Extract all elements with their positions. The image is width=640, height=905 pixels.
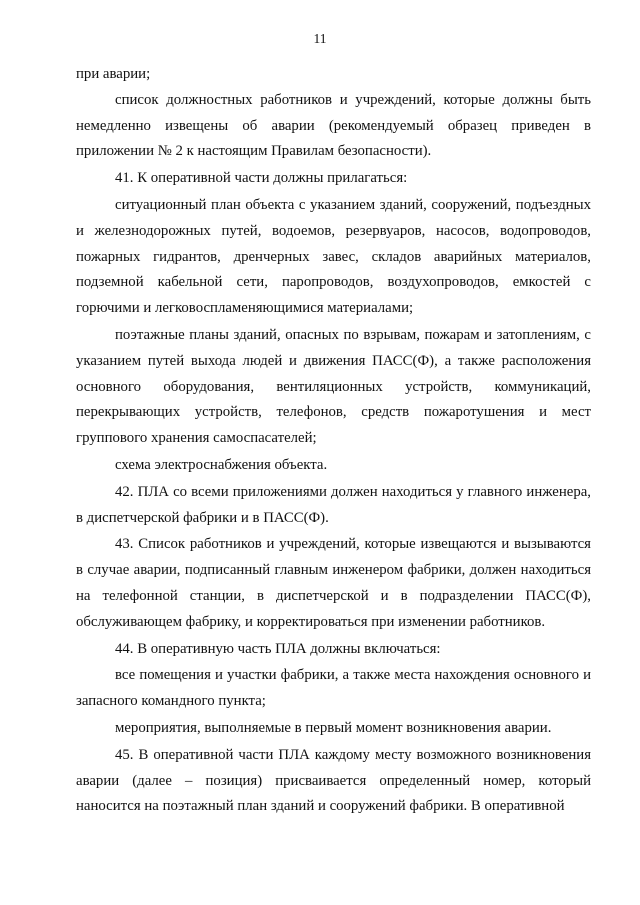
paragraph-item-44: 44. В оперативную часть ПЛА должны включаться:: [115, 640, 441, 657]
paragraph-notification-list: список должностных работников и учреждений, которые должны быть немедленно извещены об аварии (рекомендуемый образец приведен в приложении № 2 к настоящим Правилам безопасности).: [76, 91, 591, 160]
paragraph-continuation: при аварии;: [76, 66, 151, 82]
paragraph-floor-plans: поэтажные планы зданий, опасных по взрывам, пожарам и затоплениям, с указанием путей выхода людей и движения ПАСС(Ф), а также расположения основного оборудования, вентиляционных устройств, коммуникаций, перекрывающих устройств, телефонов, средств пожаротушения и мест группового хранения самоспасателей;: [76, 326, 591, 447]
paragraph-measures: мероприятия, выполняемые в первый момент возникновения аварии.: [115, 719, 552, 736]
paragraph-item-43: 43. Список работников и учреждений, которые извещаются и вызываются в случае аварии, подписанный главным инженером фабрики, должен находиться на телефонной станции, в диспетчерской и в подразделении ПАСС(Ф), обслуживающем фабрику, и корректироваться при изменении работников.: [76, 536, 591, 630]
document-body: [76, 62, 591, 820]
paragraph-item-41: 41. К оперативной части должны прилагаться:: [115, 170, 408, 187]
paragraph-premises: все помещения и участки фабрики, а также места нахождения основного и запасного командного пункта;: [76, 667, 591, 710]
paragraph-power-scheme: схема электроснабжения объекта.: [115, 456, 328, 473]
paragraph-item-42: 42. ПЛА со всеми приложениями должен находиться у главного инженера, в диспетчерской фабрики и в ПАСС(Ф).: [76, 483, 591, 526]
page-number: 11: [313, 31, 327, 46]
paragraph-item-45: 45. В оперативной части ПЛА каждому месту возможного возникновения аварии (далее – позиция) присваивается определенный номер, который наносится на поэтажный план зданий и сооружений фабрики. В оперативной: [76, 746, 591, 815]
paragraph-situational-plan: ситуационный план объекта с указанием зданий, сооружений, подъездных и железнодорожных путей, водоемов, резервуаров, насосов, водопроводов, пожарных гидрантов, дренчерных завес, складов аварийных материалов, подземной кабельной сети, паропроводов, воздухопроводов, емкостей с горючими и легковоспламеняющимися материалами;: [76, 196, 591, 317]
